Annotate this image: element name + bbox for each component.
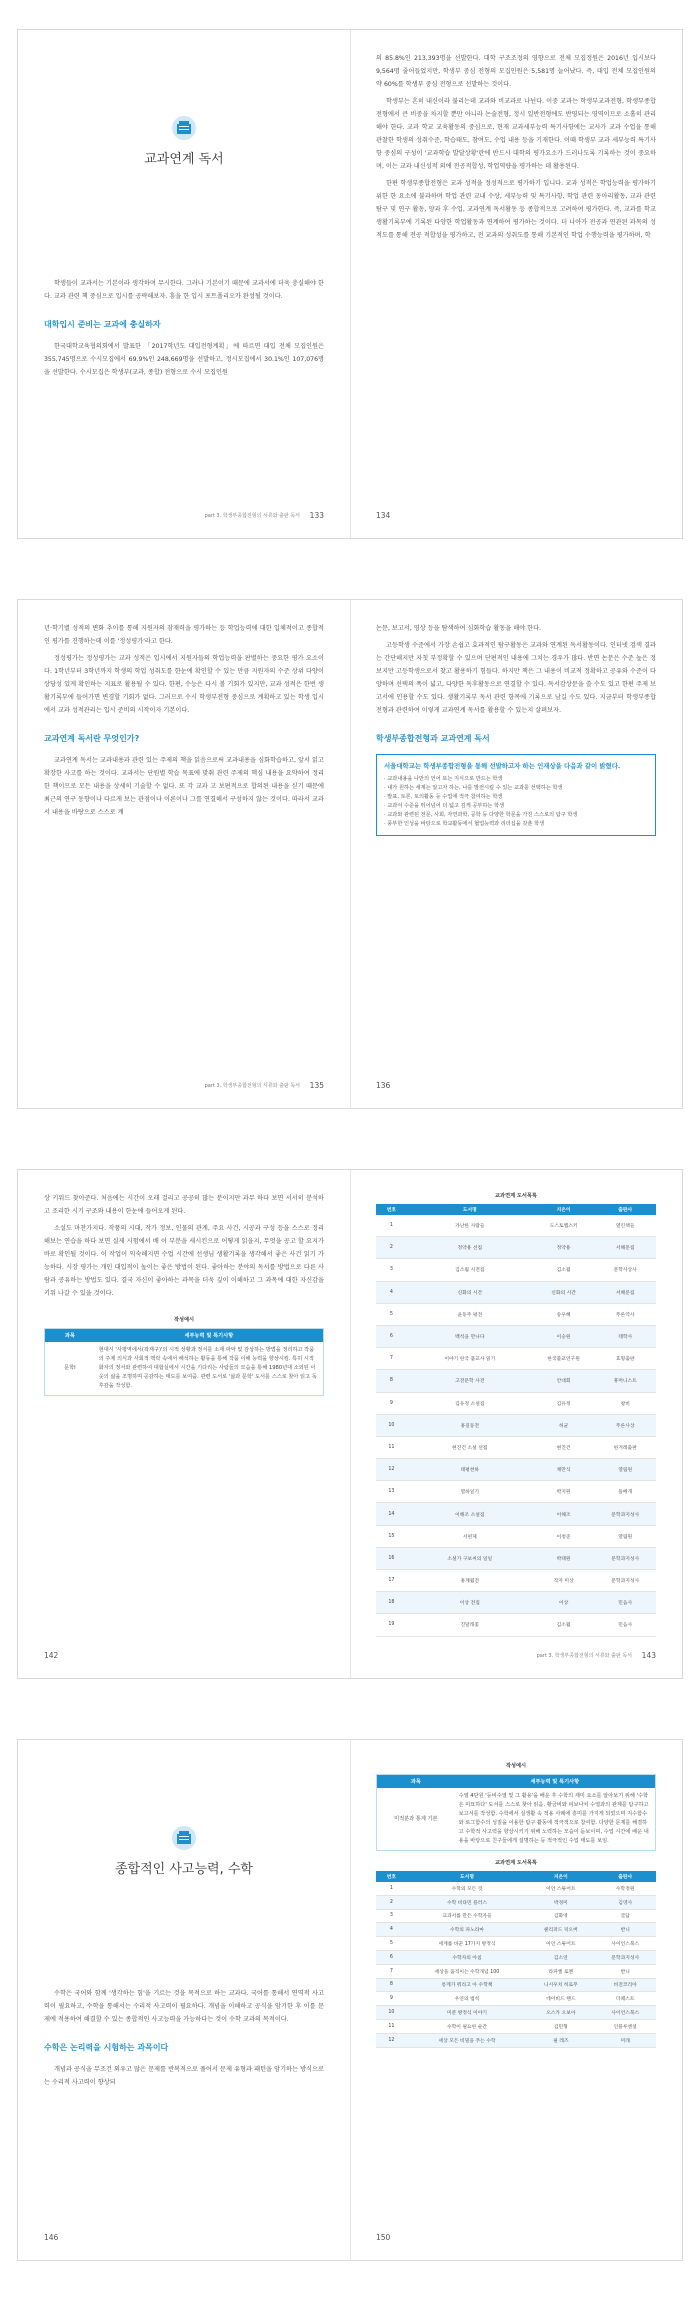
cell-author: 채만식 (533, 1459, 595, 1481)
booklist-table (376, 1871, 656, 2048)
page-number: 146 (44, 2233, 59, 2242)
table-row (376, 1882, 656, 1895)
cell-title: 진달래꽃 (407, 1614, 533, 1636)
example-header-subject: 과목 (45, 1329, 95, 1343)
cell-publisher: 김영사 (594, 1895, 656, 1909)
header-author: 지은이 (533, 1204, 595, 1215)
cell-publisher: 반니 (594, 1964, 656, 1978)
cell-author: 김소연 (527, 1950, 594, 1964)
table-row (376, 2006, 656, 2020)
example-header-notes: 세부능력 및 특기사항 (95, 1329, 324, 1343)
cell-title: 수학 비타민 플러스 (407, 1895, 527, 1909)
cell-number: 7 (376, 1348, 407, 1370)
table-row (376, 1237, 656, 1259)
cell-title: 열하일기 (407, 1481, 533, 1503)
cell-number: 17 (376, 1570, 407, 1592)
cell-title: 이야기 한국 불교사 읽기 (407, 1348, 533, 1370)
page-146 (18, 1740, 350, 2260)
cell-number: 4 (376, 1923, 407, 1937)
page-number: 142 (44, 1651, 59, 1660)
cell-author: 박경미 (527, 1895, 594, 1909)
cell-author: 라파엘 로젠 (527, 1964, 594, 1978)
cell-number: 9 (376, 1392, 407, 1414)
table-row (376, 1895, 656, 1909)
cell-number: 12 (376, 1459, 407, 1481)
example-table (44, 1328, 324, 1396)
cell-author: 김유정 (533, 1392, 595, 1414)
cell-title: 홍계월전 (407, 1570, 533, 1592)
cell-publisher: 푸른역사 (594, 1303, 656, 1325)
cell-publisher: 창비 (594, 1392, 656, 1414)
cell-publisher: 문학사상사 (594, 1259, 656, 1281)
callout-title: 서울대학교는 학생부종합전형을 통해 선발하고자 하는 인재상을 다음과 같이 밝혔다. (384, 762, 621, 770)
cell-publisher: 글담 (594, 1909, 656, 1923)
cell-author: 박태원 (533, 1547, 595, 1569)
table-row (376, 1481, 656, 1503)
cell-title: 수학의 모든 것 (407, 1882, 527, 1895)
cell-title: 태평천하 (407, 1459, 533, 1481)
cell-number: 16 (376, 1547, 407, 1569)
page-number: 136 (376, 1081, 391, 1090)
cell-publisher: 민음사 (594, 1592, 656, 1614)
book-stack-icon (171, 116, 197, 140)
cell-publisher: 돌베개 (594, 1481, 656, 1503)
page-135 (18, 600, 350, 1108)
table-row (376, 1923, 656, 1937)
cell-number: 9 (376, 1992, 407, 2006)
cell-author: 이언 스튜어트 (527, 1882, 594, 1895)
table-row (376, 1592, 656, 1614)
cell-title: 윤동주 평전 (407, 1303, 533, 1325)
body-paragraph: 소설도 마찬가지다. 작품의 시대, 작가 정보, 인물의 관계, 주요 사건, 시공과 구성 등을 스스로 정리해보는 연습을 하다 보면 실제 시험에서 배 이 부분을 새시킨으로 어떻게 읽을지, 무엇을 공고 할 요지가 바로 확인될 것이다. 이 작업이 익숙해지면 수업 시간에 선생님 생활기록을 생각해서 좋은 사건 읽기 가능하다. 시장 평가는 개인 대입적이 높이는 좋은 방법이 된다. 좋아하는 분야의 독서를 방법으로 다른 사람과 공유하는 방법도 있다. 결국 자신이 좋아하는 과목을 더욱 깊이 이해하고 그 과목에 대한 자신감을 키워 나갈 수 있을 것이다. (44, 1225, 324, 1297)
cell-number: 8 (376, 1370, 407, 1392)
page-136 (350, 600, 682, 1108)
running-head: part 3. 학생부종합전형의 서류와 출판 독서 (204, 513, 300, 519)
header-title: 도서명 (407, 1871, 527, 1882)
cell-number: 3 (376, 1259, 407, 1281)
booklist-table (376, 1204, 656, 1637)
page-133 (18, 30, 350, 538)
example-header-subject: 과목 (377, 1775, 455, 1789)
example-notes: 수열 4단원 '등비수열 및 그 활용'을 배운 후 수학의 재미 요소를 알아보기 위해 '수학은 미묘하다' 도서를 스스로 찾아 읽음. 황금비와 피보나치 수열과의 관계를 탐구하고 보고서를 작성함. 수학에서 실생활 속 적용 사례에 흥미를 가지게 되었으며 지수함수와 로그함수의 성질을 이용한 탐구 활동에 적극적으로 참여함. 다양한 문제를 해결하고 수학적 사고력을 향상시키기 위해 노력하는 모습이 돋보이며, 수업 시간에 배운 내용을 바탕으로 친구들에게 설명하는 등 적극적인 수업 태도를 보임. (458, 1793, 649, 1844)
cell-number: 11 (376, 2019, 407, 2033)
cell-number: 2 (376, 1237, 407, 1259)
cell-title: 현진건 소설 선집 (407, 1436, 533, 1458)
table-row (376, 1570, 656, 1592)
cell-author: 김소월 (533, 1614, 595, 1636)
table-row (376, 2033, 656, 2047)
cell-author: 김소월 (533, 1259, 595, 1281)
cell-author: 작자 미상 (533, 1570, 595, 1592)
cell-number: 13 (376, 1481, 407, 1503)
cell-title: 미분 방정식 이야기 (407, 2006, 527, 2020)
cell-author: 이해조 (533, 1503, 595, 1525)
section-heading: 학생부종합전형과 교과연계 독서 (376, 734, 490, 743)
table-row (376, 1978, 656, 1992)
cell-title: 우연의 법칙 (407, 1992, 527, 2006)
cell-title: 김소월 시전집 (407, 1259, 533, 1281)
example-subject: 미적분과 통계 기본 (394, 1815, 438, 1822)
cell-publisher: 문학과지성사 (594, 1570, 656, 1592)
header-publisher: 출판사 (594, 1204, 656, 1215)
page-143 (350, 1170, 682, 1678)
cell-number: 1 (376, 1882, 407, 1895)
table-row (376, 1370, 656, 1392)
cell-title: 세계를 바꾼 17가지 방정식 (407, 1937, 527, 1951)
callout-item: · 발표, 토론, 토의활동 등 수업에 적극 참여하는 학생 (384, 794, 503, 800)
cell-author: 김화영 (527, 1909, 594, 1923)
table-row (376, 1259, 656, 1281)
running-head: part 3. 학생부종합전형의 서류와 출판 독서 (204, 1083, 300, 1089)
cell-author: 데이비드 핸드 (527, 1992, 594, 2006)
example-subject: 문학I (64, 1365, 76, 1371)
table-row (376, 1348, 656, 1370)
cell-number: 5 (376, 1303, 407, 1325)
cell-publisher: 태학사 (594, 1325, 656, 1347)
cell-publisher: 문학과지성사 (594, 1503, 656, 1525)
cell-author: 김민형 (527, 2019, 594, 2033)
cell-number: 7 (376, 1964, 407, 1978)
body-paragraph: 정성평가는 정성평가는 교과 성적은 입시에서 지원자들의 학업능력을 판별하는 중요한 평가 요소이다. 1학년부터 3학년까지 학생의 학업 성취도를 한눈에 확인할 수 있는 만큼 지원자의 수준 상위 다양이 상당성 있게 확인하는 지표로 활용될 수 있다. 한편, 수능은 다시 볼 기회가 있지만, 교과 성적은 한번 생활기록부에 들어가면 변경할 기회가 없다. 그러므로 수시 학생부전형 중심으로 계획하고 있는 학생 입시에서 교과 성적관리는 입시 준비의 시작이자 기본이다. (44, 655, 324, 714)
cell-number: 19 (376, 1614, 407, 1636)
body-paragraph: 년·학기별 성적의 변화 추이를 통해 지원자의 잠재력을 평가하는 등 학업능력에 대한 입체적이고 종합적인 평가를 진행하는데 이를 '정성평가'라고 한다. (44, 625, 324, 645)
cell-author: 니시우치 히로무 (527, 1978, 594, 1992)
cell-publisher: 한겨레출판 (594, 1436, 656, 1458)
page-number: 150 (376, 2233, 391, 2242)
chapter-title: 교과연계 독서 (144, 152, 224, 167)
page-150 (350, 1740, 682, 2260)
cell-author: 신화의 시간 (533, 1281, 595, 1303)
callout-item: · 교과와 관련된 전문, 사회, 자연과학, 공학 등 다양한 학문을 가진 스스로의 탐구 학생 (384, 812, 578, 818)
book-spread-1 (18, 30, 682, 538)
cell-title: 정약용 선집 (407, 1237, 533, 1259)
table-row (376, 1392, 656, 1414)
intro-paragraph: 수학은 국어와 함께 '생각하는 힘'을 기르는 것을 목적으로 하는 교과다. 국어를 통해서 연역적 사고력이 필요하고, 수학을 통해서는 수리적 사고력이 필요하다. 개념을 이해하고 공식을 암기한 후 이를 문제에 적용하여 해결할 수 있는 종합적인 사고능력을 가능하다는 것이 수학 교과의 목적이다. (44, 1990, 324, 2023)
cell-publisher: 미래 (594, 2033, 656, 2047)
body-paragraph: 한국대학교육협의회에서 발표한 「2017학년도 대입전형계획」에 따르면 대입 전체 모집인원은 355,745명으로 수시모집에서 69.9%인 248,669명을 선발하고, 정시모집에서 30.1%인 107,076명을 선발한다. 수시모집은 학생부(교과, 종합) 전형으로 수시 모집인원 (44, 343, 324, 376)
cell-number: 4 (376, 1281, 407, 1303)
example-table (376, 1774, 656, 1851)
callout-box (376, 754, 656, 836)
body-paragraph: 상 키워드 찾아준다. 처음에는 시간이 오래 걸리고 공공히 많는 분이지만 과무 하다 보면 서서히 분석하고 조리한 시기 구조와 내용이 한눈에 들어오게 된다. (44, 1195, 324, 1215)
table-row (376, 1503, 656, 1525)
table-row (376, 1964, 656, 1978)
table-row (376, 1614, 656, 1636)
cell-publisher: 푸른사상 (594, 1414, 656, 1436)
cell-author: 이청준 (533, 1525, 595, 1547)
book-spread-3 (18, 1170, 682, 1678)
cell-author: 이숭원 (533, 1325, 595, 1347)
cell-number: 14 (376, 1503, 407, 1525)
cell-title: 신화의 시간 (407, 1281, 533, 1303)
page-number: 135 (309, 1081, 324, 1090)
example-table-title: 작성예시 (505, 1763, 527, 1769)
cell-title: 통계가 뭐라고 아 수학책 (407, 1978, 527, 1992)
cell-publisher: 인플루엔셜 (594, 2019, 656, 2033)
cell-author: 한국불교연구원 (533, 1348, 595, 1370)
cell-publisher: 사이언스북스 (594, 2006, 656, 2020)
cell-title: 소설가 구보씨의 일일 (407, 1547, 533, 1569)
callout-item: · 내가 원하는 세계는 알고자 하는, 나를 발전시킬 수 있는 교과를 선택하는 학생 (384, 785, 563, 791)
table-row (376, 1992, 656, 2006)
cell-number: 2 (376, 1895, 407, 1909)
table-row (376, 1547, 656, 1569)
cell-author: 안대회 (533, 1370, 595, 1392)
cell-title: 김유정 소설집 (407, 1392, 533, 1414)
cell-title: 고전문학 사전 (407, 1370, 533, 1392)
cell-publisher: 휴머니스트 (594, 1370, 656, 1392)
cell-number: 3 (376, 1909, 407, 1923)
body-paragraph: 개념과 공식을 무조건 외우고 많은 문제를 반복적으로 풀어서 문제 유형과 패턴을 암기하는 방식으로는 수리적 사고력이 향상되 (44, 2066, 324, 2086)
cell-publisher: 민음사 (594, 1614, 656, 1636)
booklist-title: 교과연계 도서목록 (495, 1860, 537, 1866)
callout-item: · 교과내용을 나만의 언어 또는 지식으로 만드는 학생 (384, 776, 503, 782)
cell-publisher: 열림원 (594, 1525, 656, 1547)
cell-title: 홍길동전 (407, 1414, 533, 1436)
cell-author: 필 레즈 (527, 2033, 594, 2047)
header-number: 번호 (376, 1871, 407, 1882)
cell-title: 수학이 필요한 순간 (407, 2019, 527, 2033)
cell-title: 교과서를 만든 수학자들 (407, 1909, 527, 1923)
cell-author: 이언 스튜어트 (527, 1937, 594, 1951)
cell-publisher: 문학과지성사 (594, 1547, 656, 1569)
example-notes: 현대시 '사평역에서(곽재구)'의 시적 상황과 정서를 소재 파악 및 감상하는 방법을 정리하고 작품의 주제 의식과 사회적 맥락 속에서 해석하는 활동을 통해 작품 이해 능력을 향상시킴. 특히 시적 화자의 정서와 관련하여 대합실에서 시간을 기다리는 사람들의 모습을 통해 1980년대 소외된 이웃의 삶을 조명하며 공감하는 태도를 보여줌. 관련 도서로 '삶과 문학' 도서를 스스로 찾아 읽고 독후감을 작성함. (98, 1347, 317, 1389)
cell-number: 5 (376, 1937, 407, 1951)
cell-title: 가난한 사람들 (407, 1215, 533, 1237)
cell-author: 박지원 (533, 1481, 595, 1503)
cell-author: 허균 (533, 1414, 595, 1436)
cell-number: 8 (376, 1978, 407, 1992)
table-row (376, 1414, 656, 1436)
cell-publisher: 효형출판 (594, 1348, 656, 1370)
cell-title: 세상을 움직이는 수학개념 100 (407, 1964, 527, 1978)
header-author: 지은이 (527, 1871, 594, 1882)
cell-title: 세상 모든 비밀을 푸는 수학 (407, 2033, 527, 2047)
table-row (376, 1325, 656, 1347)
body-paragraph: 의 85.8%인 213,393명을 선발한다. 대학 구조조정의 영향으로 전체 모집정원은 2016년 입시보다 9,564명 줄어들었지만, 학생부 중심 전형의 모집인원은 5,581명 늘어났다. 즉, 대입 전체 모집인원의 약 60%를 학생부 중심 전형으로 선발하는 것이다. (376, 55, 656, 88)
cell-publisher: 더퀘스트 (594, 1992, 656, 2006)
chapter-title: 종합적인 사고능력, 수학 (115, 1862, 253, 1877)
table-row (376, 1281, 656, 1303)
section-heading: 수학은 논리력을 시험하는 과목이다 (44, 2043, 169, 2052)
cell-number: 10 (376, 2006, 407, 2020)
body-paragraph: 한편 학생부종합전형은 교과 성적을 정성적으로 평가하기 입니다. 교과 성적은 학업능력을 평가하기 위한 한 요소에 불과하며 학업 관련 교내 수상, 세부능력 및 특기사항, 학업 관련 동아리활동, 교과 관련 탐구 및 연구 활동, 양과 후 수업, 교과연계 독서활동 등 종합적으로 고려하여 평가한다. 즉, 교과를 학교생활기록부에 기록된 다양한 학업활동과 연계하여 평가하는 것이다. 더 나아가 전공과 연관된 과목의 성적도를 통해 전공 적합성을 평가하고, 전 교과의 성취도를 통해 기본적인 학업 수행능력을 평가하며, 학 (376, 180, 656, 239)
cell-publisher: 열린책들 (594, 1215, 656, 1237)
cell-author: 클리퍼드 픽오버 (527, 1923, 594, 1937)
page-number: 134 (376, 511, 391, 520)
cell-publisher: 문학과지성사 (594, 1950, 656, 1964)
callout-item: · 풍부한 인성을 바탕으로 학교활동에서 협업능력과 리더십을 갖춘 학생 (384, 821, 545, 827)
header-publisher: 출판사 (594, 1871, 656, 1882)
body-paragraph: 교과연계 독서는 교과내용과 관련 있는 주제의 책을 읽음으로써 교과내용을 심화학습하고, 앞서 읽고 확장한 사고를 하는 것이다. 교과서는 단원별 학습 목표에 맞춰 관련 주제의 핵심 내용을 요약하여 정리한 책이므로 모든 내용을 상세히 기술할 수 없다. 또 각 교과 고 보편적으로 합의된 내용을 싣기 때문에 최근의 연구 동향이나 다르게 보는 관점이나 이론이나 그를 연결해서 구성하지 않는 것이다. 따라서 교과서 내용을 바탕으로 스스로 계 (44, 757, 324, 816)
cell-number: 15 (376, 1525, 407, 1547)
body-paragraph: 논문, 보고서, 영상 등을 탐색하여 심화학습 활동을 해야 한다. (376, 625, 542, 632)
cell-title: 백석을 만나다 (407, 1325, 533, 1347)
table-row (376, 1909, 656, 1923)
header-number: 번호 (376, 1204, 407, 1215)
cell-publisher: 비전코리아 (594, 1978, 656, 1992)
table-row (376, 1215, 656, 1237)
example-table-title: 작성예시 (173, 1317, 195, 1323)
cell-author: 이상 (533, 1592, 595, 1614)
book-stack-icon (171, 1826, 197, 1850)
cell-number: 10 (376, 1414, 407, 1436)
cell-number: 6 (376, 1950, 407, 1964)
table-row (376, 2019, 656, 2033)
cell-publisher: 사이언스북스 (594, 1937, 656, 1951)
cell-number: 1 (376, 1215, 407, 1237)
table-row (376, 1459, 656, 1481)
book-spread-2 (18, 600, 682, 1108)
table-row (376, 1436, 656, 1458)
booklist-title: 교과연계 도서목록 (495, 1193, 537, 1199)
cell-publisher: 반니 (594, 1923, 656, 1937)
cell-publisher: 서해문집 (594, 1281, 656, 1303)
cell-title: 이상 전집 (407, 1592, 533, 1614)
page-number: 143 (641, 1651, 656, 1660)
table-row (376, 1937, 656, 1951)
cell-number: 18 (376, 1592, 407, 1614)
table-row (376, 1525, 656, 1547)
example-header-notes: 세부능력 및 특기사항 (455, 1775, 656, 1789)
cell-title: 수학의 파노라마 (407, 1923, 527, 1937)
cell-publisher: 열림원 (594, 1459, 656, 1481)
cell-title: 수학자의 아침 (407, 1950, 527, 1964)
page-134 (350, 30, 682, 538)
cell-author: 송우혜 (533, 1303, 595, 1325)
cell-title: 이해조 소설집 (407, 1503, 533, 1525)
cell-number: 6 (376, 1325, 407, 1347)
callout-item: · 교과서 수준을 뛰어넘어 더 넓고 깊게 공부하는 학생 (384, 803, 505, 809)
body-paragraph: 고등학생 수준에서 가장 손쉽고 효과적인 탐구활동은 교과와 연계된 독서활동이다. 인터넷 검색 결과는 간단해지만 자칫 부정확할 수 있으며 단편적인 내용에 그치는 경우가 많다. 반면 논문은 수준 높은 정보지만 고등학생으로서 찾고 활용하기 힘들다. 하지만 책은 그 내용이 비교적 정확하고 공유와 수준이 다양하며 선택의 폭이 넓고, 다양한 독후활동으로 연결할 수 있다. 독서감상문을 쓸 수도 있고 한편 주제 보고서에 인용할 수도 있다. 생활기록부 독서 관련 항목에 기록으로 남길 수도 있다. 지금부터 학생부종합전형과 관련하여 이렇게 교과연계 독서를 활용할 수 있는지 살펴보자. (376, 642, 656, 714)
table-row (376, 1950, 656, 1964)
cell-author: 현진건 (533, 1436, 595, 1458)
callout-list (384, 775, 648, 829)
intro-paragraph: 학생들이 교과서는 기본이라 생각하며 무시한다. 그러나 기본이기 때문에 교과서에 더욱 충실해야 한다. 교과 관련 책 중심으로 입시를 공략해보자. 흥을 한 입시 포트폴리오가 완성될 것이다. (44, 280, 324, 300)
body-paragraph: 학생부는 흔히 내신이라 불리는데 교과와 비교과로 나뉜다. 이중 교과는 학생부교과전형, 학생부종합전형에서 큰 비중을 차지할 뿐만 아니라 논술전형, 정시 일반전형에도 반영되는 영역이므로 소홀히 관리해야 한다. 교과 학교 교육활동의 중심으로, 현재 교과세부능력 특기사항에는 교사가 교과 수업을 통해 관찰한 학생의 성취수준, 학습태도, 참여도, 수업 내용 등을 기재한다. 이때 학생부 교과 세부능력 특기사항 중심의 구성이 '교과학습 발달상황'란에 반드시 대학의 평가요소가 드러나도록 기록하는 것이 중요하며, 이는 교과 내신성적 외에 전공적합성, 학업역량을 평가하는 데 활용된다. (376, 98, 656, 170)
cell-author: 정약용 (533, 1237, 595, 1259)
running-head: part 3. 학생부종합전형의 서류와 출판 독서 (536, 1653, 632, 1659)
cell-author: 도스토옙스키 (533, 1215, 595, 1237)
cell-author: 오스카 오보아 (527, 2006, 594, 2020)
section-heading: 대학입시 준비는 교과에 충실하자 (44, 320, 161, 329)
page-142 (18, 1170, 350, 1678)
table-row (376, 1303, 656, 1325)
cell-number: 11 (376, 1436, 407, 1458)
cell-publisher: 서해문집 (594, 1237, 656, 1259)
section-heading: 교과연계 독서란 무엇인가? (44, 734, 140, 743)
cell-number: 12 (376, 2033, 407, 2047)
cell-title: 서편제 (407, 1525, 533, 1547)
page-number: 133 (309, 511, 324, 520)
header-title: 도서명 (407, 1204, 533, 1215)
cell-publisher: 수학정원 (594, 1882, 656, 1895)
book-spread-4 (18, 1740, 682, 2260)
